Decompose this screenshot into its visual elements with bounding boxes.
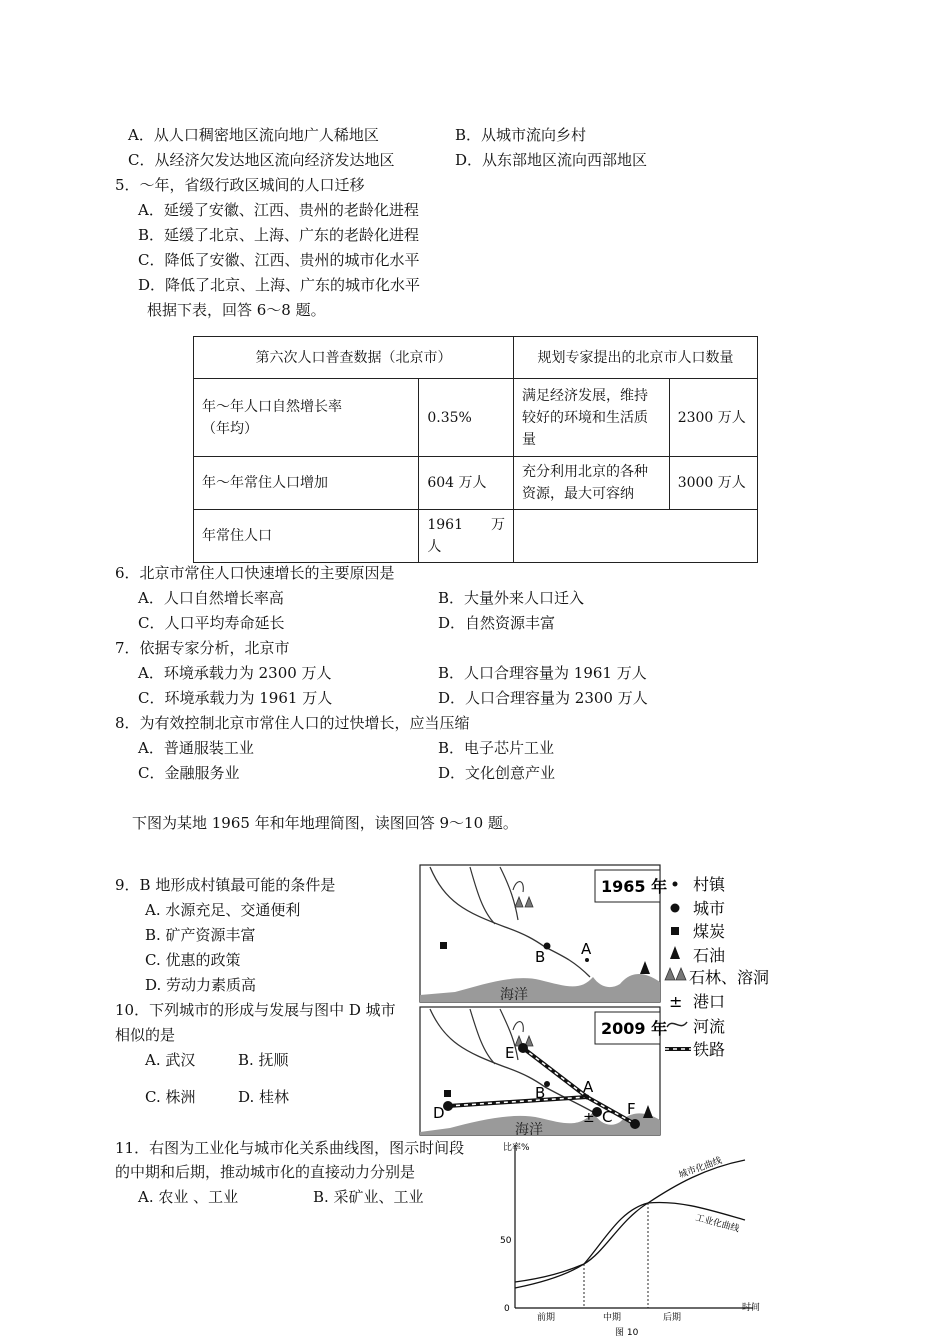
- q8-option-c: C．金融服务业: [138, 764, 240, 782]
- q7-option-d: D．人口合理容量为 2300 万人: [438, 689, 648, 707]
- q6-option-c: C．人口平均寿命延长: [138, 614, 285, 632]
- table-row3-label: 年常住人口: [194, 510, 419, 563]
- label-a-2009: A: [583, 1078, 594, 1096]
- q8-option-a: A．普通服装工业: [138, 739, 254, 757]
- table-row1-num: 2300 万人: [669, 379, 757, 457]
- q7-option-a: A．环境承载力为 2300 万人: [138, 664, 332, 682]
- map-legend: [665, 875, 769, 1059]
- coal-legend-icon: [671, 927, 679, 935]
- port-icon: ±: [669, 992, 683, 1011]
- q9-option-d: D. 劳动力素质高: [145, 976, 257, 994]
- legend-railway: 铁路: [693, 1040, 726, 1059]
- table-head-left: 第六次人口普查数据（北京市）: [194, 337, 514, 379]
- figure-caption: 图 10: [615, 1328, 639, 1338]
- population-table: [193, 336, 758, 563]
- q10-option-a: A. 武汉: [145, 1051, 196, 1069]
- q5-option-a: A．延缓了安徽、江西、贵州的老龄化进程: [138, 201, 419, 219]
- city-icon: [671, 904, 680, 913]
- q10-stem-2: 相似的是: [115, 1026, 176, 1044]
- label-f: F: [627, 1100, 636, 1118]
- q7-option-c: C．环境承载力为 1961 万人: [138, 689, 333, 707]
- q5-stem: 5．～年，省级行政区城间的人口迁移: [115, 176, 365, 194]
- q11-stem-1: 11．右图为工业化与城市化关系曲线图，图示时间段: [115, 1139, 465, 1157]
- q9-option-b: B. 矿产资源丰富: [145, 926, 256, 944]
- stage-mid: 中期: [603, 1313, 622, 1323]
- q11-option-a: A. 农业 、工业: [138, 1188, 239, 1206]
- q4-option-c: C．从经济欠发达地区流向经济发达地区: [128, 151, 395, 169]
- label-c: C: [602, 1108, 613, 1126]
- tick-0: 0: [504, 1304, 510, 1314]
- q6-option-a: A．人口自然增长率高: [138, 589, 284, 607]
- legend-port: 港口: [693, 992, 726, 1011]
- coal-icon: [440, 942, 447, 949]
- label-d: D: [433, 1104, 445, 1122]
- q7-stem: 7．依据专家分析，北京市: [115, 639, 290, 657]
- q7-option-b: B．人口合理容量为 1961 万人: [438, 664, 647, 682]
- table-row1-desc: 满足经济发展，维持 较好的环境和生活质 量: [514, 379, 670, 457]
- q9-option-a: A. 水源充足、交通便利: [145, 901, 301, 919]
- label-e: E: [505, 1044, 515, 1062]
- q10-option-b: B. 抚顺: [238, 1051, 289, 1069]
- legend-karst: 石林、溶洞: [689, 968, 770, 987]
- table-row1-label: 年～年人口自然增长率 （年均）: [194, 379, 419, 457]
- table-row2-num: 3000 万人: [669, 457, 757, 510]
- q6-option-d: D．自然资源丰富: [438, 614, 556, 632]
- city-f-dot: [630, 1119, 640, 1129]
- q4-option-a: A．从人口稠密地区流向地广人稀地区: [128, 126, 379, 144]
- label-b: B: [535, 948, 546, 966]
- karst-legend-icon: [665, 968, 686, 980]
- urbanization-industrialization-graph: [495, 1140, 775, 1340]
- stage-late: 后期: [663, 1313, 682, 1323]
- q5-option-b: B．延缓了北京、上海、广东的老龄化进程: [138, 226, 420, 244]
- year-1965: 1965 年: [601, 877, 668, 896]
- urban-curve-label: 城市化曲线: [677, 1156, 724, 1181]
- table-row3-empty: [514, 510, 758, 563]
- x-axis-label: 时间: [742, 1303, 761, 1313]
- year-2009: 2009 年: [601, 1019, 668, 1038]
- table-row2-desc: 充分利用北京的各种 资源，最大可容纳: [514, 457, 670, 510]
- q8-option-d: D．文化创意产业: [438, 764, 556, 782]
- q11-stem-2: 的中期和后期，推动城市化的直接动力分别是: [115, 1163, 416, 1181]
- legend-river: 河流: [693, 1017, 726, 1036]
- legend-coal: 煤炭: [693, 922, 726, 941]
- sea-label-top: 海洋: [500, 987, 528, 1003]
- city-e-dot: [518, 1043, 528, 1053]
- tick-50: 50: [500, 1236, 512, 1246]
- geography-map: [415, 862, 780, 1140]
- q5-option-d: D．降低了北京、上海、广东的城市化水平: [138, 276, 421, 294]
- q10-option-c: C. 株洲: [145, 1088, 196, 1106]
- q5-option-c: C．降低了安徽、江西、贵州的城市化水平: [138, 251, 420, 269]
- label-a: A: [581, 940, 592, 958]
- oil-legend-icon: [670, 946, 680, 959]
- village-icon: [673, 882, 678, 887]
- table-intro: 根据下表，回答 6～8 题。: [147, 301, 326, 319]
- svg-text:±: ±: [583, 1110, 595, 1126]
- table-row3-value: 1961 万 人: [419, 510, 514, 563]
- industry-curve-label: 工业化曲线: [694, 1213, 741, 1235]
- legend-village: 村镇: [693, 875, 726, 894]
- q9-stem: 9．B 地形成村镇最可能的条件是: [115, 876, 336, 894]
- map-panel-1965: [420, 865, 667, 1003]
- q4-option-b: B．从城市流向乡村: [455, 126, 587, 144]
- q8-option-b: B．电子芯片工业: [438, 739, 555, 757]
- town-a-dot: [585, 958, 589, 962]
- map-panel-2009: [420, 1007, 667, 1138]
- stage-early: 前期: [537, 1313, 556, 1323]
- q11-option-b: B. 采矿业、工业: [313, 1188, 424, 1206]
- y-axis-label: 比率%: [503, 1143, 530, 1153]
- q6-option-b: B．大量外来人口迁入: [438, 589, 585, 607]
- map-intro: 下图为某地 1965 年和年地理简图，读图回答 9～10 题。: [132, 814, 518, 832]
- q6-stem: 6．北京市常住人口快速增长的主要原因是: [115, 564, 395, 582]
- q10-stem-1: 10．下列城市的形成与发展与图中 D 城市: [115, 1001, 396, 1019]
- q4-option-d: D．从东部地区流向西部地区: [455, 151, 648, 169]
- q8-stem: 8．为有效控制北京市常住人口的过快增长，应当压缩: [115, 714, 470, 732]
- legend-oil: 石油: [693, 946, 726, 965]
- table-row2-label: 年～年常住人口增加: [194, 457, 419, 510]
- river-legend-icon: [667, 1022, 687, 1027]
- table-row2-value: 604 万人: [419, 457, 514, 510]
- table-head-right: 规划专家提出的北京市人口数量: [514, 337, 758, 379]
- q10-option-d: D. 桂林: [238, 1088, 290, 1106]
- legend-city: 城市: [693, 899, 726, 918]
- q9-option-c: C. 优惠的政策: [145, 951, 241, 969]
- sea-label-bottom: 海洋: [515, 1122, 543, 1138]
- table-row1-value: 0.35%: [419, 379, 514, 457]
- label-b-2009: B: [535, 1084, 546, 1102]
